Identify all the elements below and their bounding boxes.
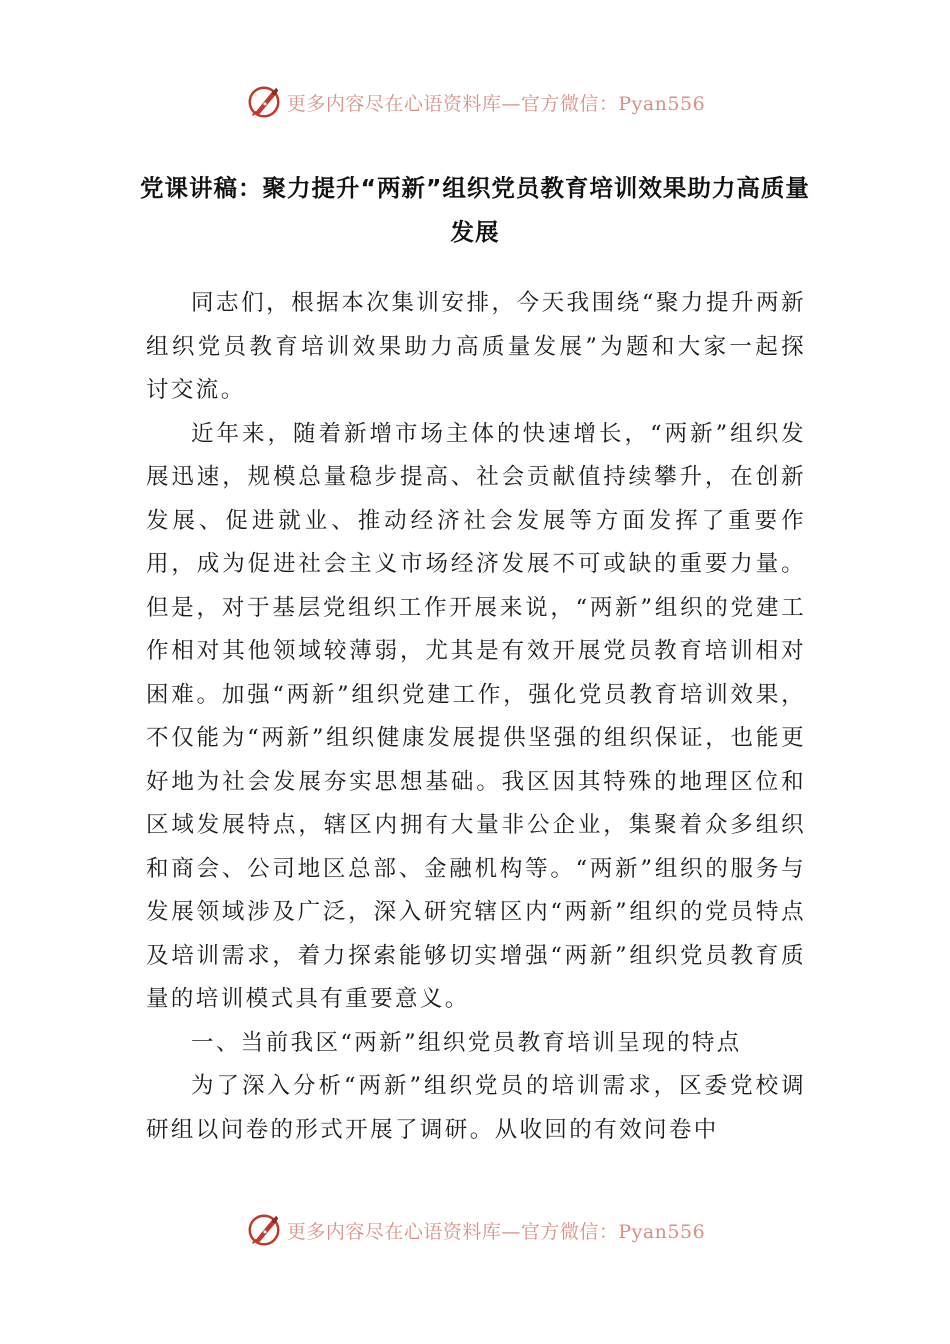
watermark-banner-bottom [0, 1208, 950, 1252]
paragraph-greeting: 同志们，根据本次集训安排，今天我围绕“聚力提升两新组织党员教育培训效果助力高质量发展”为题和大家一起探讨交流。 [146, 290, 806, 403]
watermark-banner-top [0, 80, 950, 124]
watermark-text: 更多内容尽在心语资料库—官方微信：Pyan556 [286, 92, 706, 115]
paragraph-survey: 为了深入分析“两新”组织党员的培训需求，区委党校调研组以问卷的形式开展了调研。从收回的有效问卷中 [146, 1073, 806, 1143]
section-heading-1: 一、当前我区“两新”组织党员教育培训呈现的特点 [191, 1029, 742, 1056]
pen-nib-logo-icon [245, 83, 283, 121]
pen-nib-logo-icon [245, 1211, 283, 1249]
paragraph-background: 近年来，随着新增市场主体的快速增长，“两新”组织发展迅速，规模总量稳步提高、社会贡献值持续攀升，在创新发展、促进就业、推动经济社会发展等方面发挥了重要作用，成为促进社会主义市场经济发展不可或缺的重要力量。但是，对于基层党组织工作开展来说，“两新”组织的党建工作相对其他领域较薄弱，尤其是有效开展党员教育培训相对困难。加强“两新”组织党建工作，强化党员教育培训效果，不仅能为“两新”组织健康发展提供坚强的组织保证，也能更好地为社会发展夯实思想基础。我区因其特殊的地理区位和区域发展特点，辖区内拥有大量非公企业，集聚着众多组织和商会、公司地区总部、金融机构等。“两新”组织的服务与发展领域涉及广泛，深入研究辖区内“两新”组织的党员特点及培训需求，着力探索能够切实增强“两新”组织党员教育质量的培训模式具有重要意义。 [146, 420, 806, 1012]
document-body [146, 282, 806, 1152]
watermark-text: 更多内容尽在心语资料库—官方微信：Pyan556 [286, 1220, 706, 1243]
document-title: 党课讲稿：聚力提升“两新”组织党员教育培训效果助力高质量发展 [140, 174, 810, 246]
